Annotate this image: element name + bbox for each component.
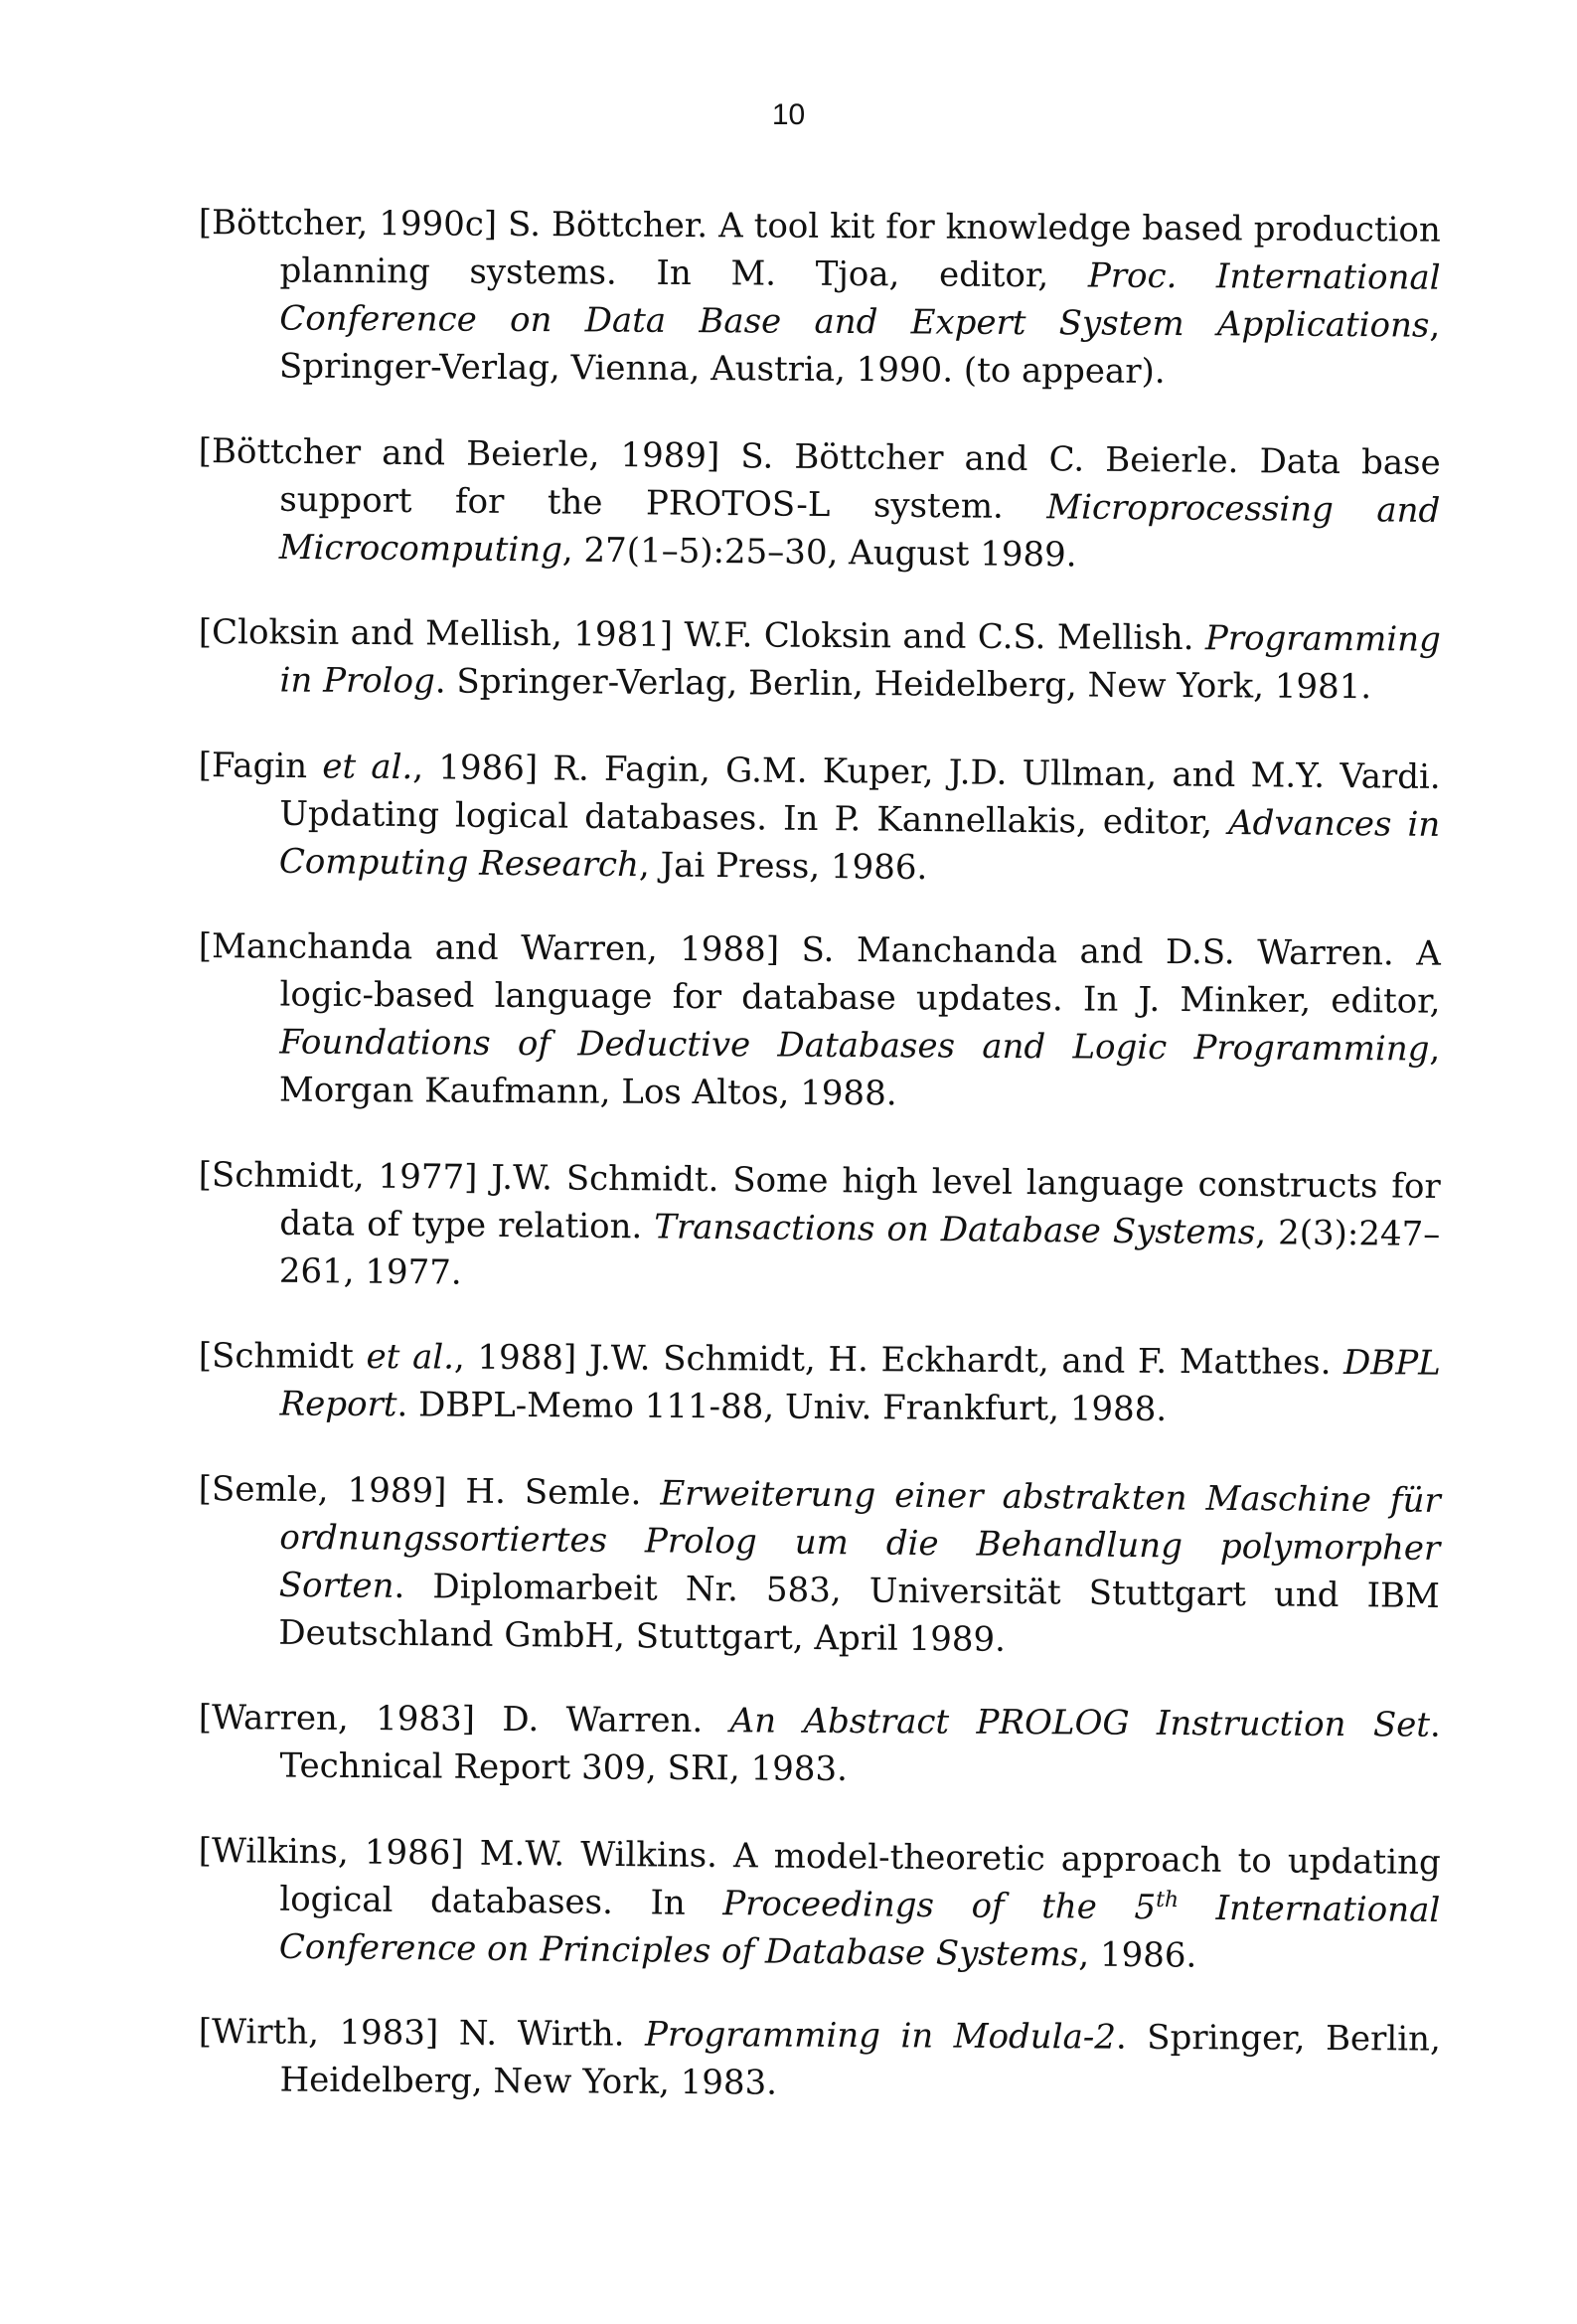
reference-title: Data base support for the PROTOS-L system. xyxy=(279,441,1441,527)
reference-venue: Erweiterung einer abstrakten Maschine für ordnungssortiertes Prolog um die Behandlung polymorpher Sorten xyxy=(278,1473,1441,1606)
reference-post: . Springer, Berlin, Heidelberg, New York, 1983. xyxy=(279,2017,1441,2103)
reference-title: Some high level language constructs for data of type relation. xyxy=(279,1160,1441,1247)
reference-post: . Diplomarbeit Nr. 583, Universität Stuttgart und IBM Deutschland GmbH, Stuttgart, April 1989. xyxy=(278,1566,1440,1660)
reference-venue-part: International Conference on Principles of Database Systems xyxy=(278,1888,1441,1975)
reference-venue-sup: th xyxy=(1156,1887,1180,1913)
reference-venue: Microprocessing and Microcomputing xyxy=(278,487,1441,571)
reference-venue: DBPL Report xyxy=(279,1343,1441,1425)
reference-post: , Jai Press, 1986. xyxy=(638,845,928,889)
reference-authors: S. Manchanda and D.S. Warren. xyxy=(801,929,1394,974)
reference-post: , 27(1–5):25–30, August 1989. xyxy=(561,530,1077,576)
reference-venue: Foundations of Deductive Databases and Logic Programming xyxy=(279,1022,1430,1070)
reference-authors: J.W. Schmidt, H. Eckhardt, and F. Matthes. xyxy=(588,1338,1332,1383)
citation-key: [Wirth, 1983] xyxy=(198,2011,439,2054)
reference-authors: H. Semle. xyxy=(465,1471,642,1514)
reference-entry xyxy=(198,2008,1441,2111)
reference-post: , 2(3):247–261, 1977. xyxy=(278,1213,1441,1293)
reference-post: , 1986. xyxy=(1078,1934,1197,1976)
reference-entry xyxy=(198,199,1441,398)
reference-title: A model-theoretic approach to updating logical databases. xyxy=(279,1836,1441,1923)
citation-key: [Wilkins, 1986] xyxy=(198,1830,464,1874)
reference-title: Updating logical databases. xyxy=(279,793,768,839)
reference-title: A tool kit for knowledge based production planning systems. xyxy=(279,206,1441,293)
reference-authors: N. Wirth. xyxy=(458,2013,625,2055)
reference-entry xyxy=(198,1151,1441,1306)
reference-post: . Technical Report 309, SRI, 1983. xyxy=(279,1705,1441,1789)
citation-key: [Cloksin and Mellish, 1981] xyxy=(198,611,674,655)
reference-list xyxy=(199,199,1441,2141)
reference-entry xyxy=(197,1465,1441,1668)
citation-key xyxy=(199,746,539,788)
reference-entry xyxy=(198,1694,1441,1797)
citation-key-etal: et al. xyxy=(322,747,413,788)
reference-post: . DBPL-Memo 111-88, Univ. Frankfurt, 1988. xyxy=(396,1385,1168,1429)
reference-post: , Morgan Kaufmann, Los Altos, 1988. xyxy=(278,1029,1441,1114)
citation-key: [Schmidt, 1977] xyxy=(198,1154,478,1198)
reference-authors: J.W. Schmidt. xyxy=(491,1157,719,1201)
reference-authors: W.F. Cloksin and C.S. Mellish. xyxy=(684,614,1194,659)
citation-key-etal: et al. xyxy=(366,1337,455,1378)
reference-venue: An Abstract PROLOG Instruction Set xyxy=(729,1701,1431,1745)
citation-key-main: [Fagin xyxy=(198,745,308,787)
reference-entry xyxy=(198,922,1441,1121)
citation-key: [Manchanda and Warren, 1988] xyxy=(198,925,780,970)
reference-title: A logic-based language for database updates. xyxy=(279,933,1441,1020)
citation-key-main: [Schmidt xyxy=(198,1335,355,1377)
reference-pre: In P. Kannellakis, editor, xyxy=(782,798,1213,843)
citation-key xyxy=(199,1336,577,1378)
citation-key: [Warren, 1983] xyxy=(198,1697,476,1740)
citation-key: [Semle, 1989] xyxy=(198,1468,447,1512)
reference-authors: S. Böttcher and C. Beierle. xyxy=(740,436,1239,482)
reference-venue: Transactions on Database Systems xyxy=(654,1207,1256,1253)
reference-pre: In xyxy=(650,1883,686,1923)
reference-pre: In J. Minker, editor, xyxy=(1082,979,1441,1022)
reference-post: . Springer-Verlag, Berlin, Heidelberg, New York, 1981. xyxy=(434,661,1372,708)
reference-authors: D. Warren. xyxy=(502,1699,704,1742)
reference-venue: Programming in Prolog xyxy=(279,618,1441,702)
citation-key-end: , 1986] xyxy=(412,747,539,789)
reference-venue: Programming in Modula-2 xyxy=(644,2014,1117,2058)
reference-entry xyxy=(198,427,1441,582)
reference-authors: R. Fagin, G.M. Kuper, J.D. Ullman, and M.Y. Vardi. xyxy=(552,748,1441,797)
reference-entry xyxy=(198,1827,1441,1982)
citation-key: [Böttcher and Beierle, 1989] xyxy=(198,430,720,477)
reference-entry xyxy=(198,742,1441,897)
reference-entry xyxy=(198,1332,1441,1435)
reference-venue: Proc. International Conference on Data Base and Expert System Applications xyxy=(279,255,1441,346)
reference-venue-part: Proceedings of the 5 xyxy=(722,1884,1157,1928)
citation-key-end: , 1988] xyxy=(453,1337,577,1379)
reference-authors: S. Böttcher. xyxy=(507,204,709,247)
reference-post: , Springer-Verlag, Vienna, Austria, 1990. (to appear). xyxy=(278,305,1441,392)
page-number: 10 xyxy=(771,98,806,131)
citation-key: [Böttcher, 1990c] xyxy=(198,202,498,245)
reference-venue: Advances in Computing Research xyxy=(278,802,1441,886)
reference-pre: In M. Tjoa, editor, xyxy=(656,252,1049,296)
reference-authors: M.W. Wilkins. xyxy=(479,1833,718,1877)
reference-entry xyxy=(198,608,1441,712)
